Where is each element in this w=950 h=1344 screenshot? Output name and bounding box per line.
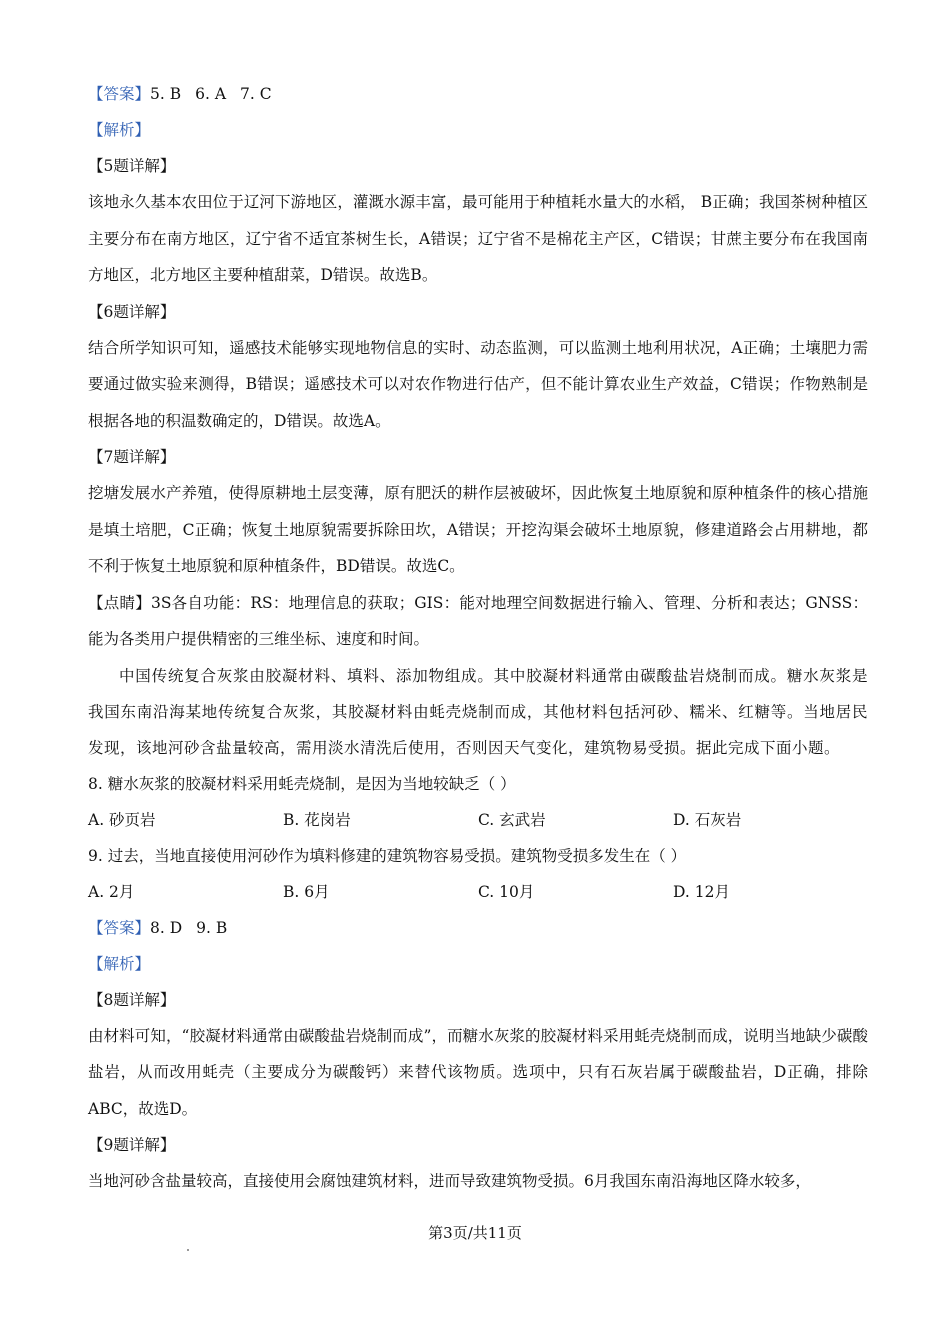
answer-tag: 【答案】 bbox=[88, 85, 151, 103]
q5-detail-tag: 【5题详解】 bbox=[88, 157, 176, 175]
option-c: C. 玄武岩 bbox=[478, 810, 546, 829]
tip-tag: 【点睛】 bbox=[88, 593, 151, 612]
option-c: C. 10月 bbox=[478, 882, 535, 901]
option-a: A. 砂页岩 bbox=[88, 810, 156, 829]
tip-paragraph bbox=[88, 585, 868, 658]
q5-detail-text: 该地永久基本农田位于辽河下游地区，灌溉水源丰富，最可能用于种植耗水量大的水稻， B正确；我国茶树种植区主要分布在南方地区，辽宁省不适宜茶树生长，A错误；辽宁省不是棉花主产区，C错误；甘蔗主要分布在我国南方地区，北方地区主要种植甜菜，D错误。故选B。 bbox=[88, 193, 868, 284]
q8-detail-text: 由材料可知，“胶凝材料通常由碳酸盐岩烧制而成”，而糖水灰浆的胶凝材料采用蚝壳烧制而成，说明当地缺少碳酸盐岩，从而改用蚝壳（主要成分为碳酸钙）来替代该物质。选项中，只有石灰岩属于碳酸盐岩，D正确，排除ABC，故选D。 bbox=[88, 1026, 868, 1118]
reading-passage: 中国传统复合灰浆由胶凝材料、填料、添加物组成。其中胶凝材料通常由碳酸盐岩烧制而成。糖水灰浆是我国东南沿海某地传统复合灰浆，其胶凝材料由蚝壳烧制而成，其他材料包括河砂、糯米、红糖等。当地居民发现，该地河砂含盐量较高，需用淡水清洗后使用，否则因天气变化，建筑物易受损。据此完成下面小题。 bbox=[88, 666, 868, 757]
q7-detail-tag: 【7题详解】 bbox=[88, 448, 176, 466]
answer-item: 6. A bbox=[195, 85, 227, 103]
page-footer: 第3页/共11页 bbox=[428, 1224, 522, 1242]
q7-detail-text: 挖塘发展水产养殖，使得原耕地土层变薄，原有肥沃的耕作层被破坏，因此恢复土地原貌和原种植条件的核心措施是填土培肥，C正确；恢复土地原貌需要拆除田坎，A错误；开挖沟渠会破坏土地原貌，修建道路会占用耕地，都不利于恢复土地原貌和原种植条件，BD错误。故选C。 bbox=[88, 484, 868, 575]
option-d: D. 12月 bbox=[673, 882, 730, 901]
q6-detail-tag: 【6题详解】 bbox=[88, 302, 176, 321]
answer-line-5-7 bbox=[88, 76, 868, 112]
q9-detail-text: 当地河砂含盐量较高，直接使用会腐蚀建筑材料，进而导致建筑物受损。6月我国东南沿海地区降水较多， bbox=[88, 1172, 811, 1190]
answer-item: 8. D bbox=[150, 918, 183, 937]
question-8-options bbox=[88, 802, 868, 838]
option-b: B. 6月 bbox=[283, 882, 330, 901]
question-8-stem: 8. 糖水灰浆的胶凝材料采用蚝壳烧制，是因为当地较缺乏（ ） bbox=[88, 774, 516, 793]
answer-line-8-9 bbox=[88, 910, 868, 946]
tip-text: 3S各自功能：RS：地理信息的获取；GIS：能对地理空间数据进行输入、管理、分析和表达；GNSS：能为各类用户提供精密的三维坐标、速度和时间。 bbox=[88, 593, 868, 648]
option-a: A. 2月 bbox=[88, 882, 135, 901]
analysis-tag: 【解析】 bbox=[88, 954, 151, 973]
question-9-options bbox=[88, 874, 868, 910]
answer-item: 9. B bbox=[196, 918, 228, 937]
option-b: B. 花岗岩 bbox=[283, 810, 351, 829]
question-9-stem: 9. 过去，当地直接使用河砂作为填料修建的建筑物容易受损。建筑物受损多发生在（ ） bbox=[88, 846, 687, 865]
answer-item: 5. B bbox=[150, 85, 182, 103]
stray-dot bbox=[187, 1249, 189, 1251]
answer-tag: 【答案】 bbox=[88, 918, 151, 937]
analysis-tag: 【解析】 bbox=[88, 121, 151, 139]
q8-detail-tag: 【8题详解】 bbox=[88, 990, 176, 1009]
page-content bbox=[88, 76, 868, 1200]
option-d: D. 石灰岩 bbox=[673, 810, 742, 829]
answer-item: 7. C bbox=[240, 85, 272, 103]
q6-detail-text: 结合所学知识可知，遥感技术能够实现地物信息的实时、动态监测，可以监测土地利用状况，A正确；土壤肥力需要通过做实验来测得，B错误；遥感技术可以对农作物进行估产，但不能计算农业生产效益，C错误；作物熟制是根据各地的积温数确定的，D错误。故选A。 bbox=[88, 338, 868, 430]
q9-detail-tag: 【9题详解】 bbox=[88, 1136, 176, 1154]
